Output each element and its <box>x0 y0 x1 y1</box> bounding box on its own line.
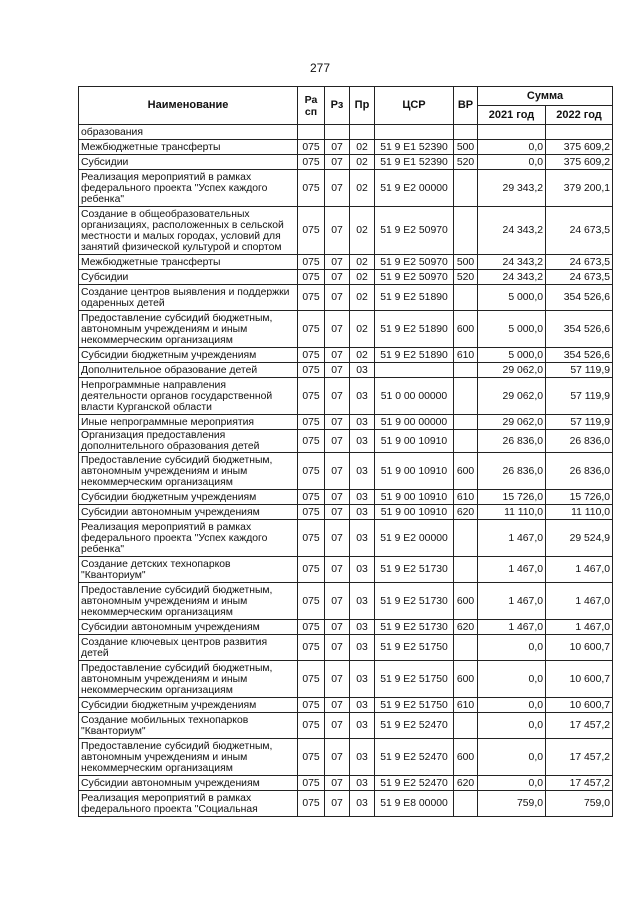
row-name: Дополнительное образование детей <box>79 363 298 378</box>
row-rz: 07 <box>325 363 350 378</box>
row-amount-2022 <box>546 125 613 140</box>
row-pr: 03 <box>350 698 375 713</box>
row-rasp: 075 <box>298 378 325 415</box>
row-amount-2021: 5 000,0 <box>478 348 546 363</box>
row-rz: 07 <box>325 713 350 739</box>
row-amount-2021: 0,0 <box>478 140 546 155</box>
row-amount-2022: 1 467,0 <box>546 583 613 620</box>
row-pr: 03 <box>350 620 375 635</box>
row-vr: 620 <box>454 620 478 635</box>
row-rz: 07 <box>325 155 350 170</box>
row-name: Субсидии <box>79 270 298 285</box>
table-row <box>79 453 613 490</box>
table-row <box>79 635 613 661</box>
row-amount-2021: 0,0 <box>478 739 546 776</box>
row-pr: 02 <box>350 170 375 207</box>
row-amount-2021: 5 000,0 <box>478 285 546 311</box>
row-amount-2022: 57 119,9 <box>546 363 613 378</box>
row-rasp: 075 <box>298 635 325 661</box>
row-amount-2021: 26 836,0 <box>478 453 546 490</box>
row-rz: 07 <box>325 140 350 155</box>
budget-table <box>78 86 613 817</box>
row-vr <box>454 125 478 140</box>
row-amount-2022: 10 600,7 <box>546 635 613 661</box>
row-rasp: 075 <box>298 311 325 348</box>
row-amount-2022: 375 609,2 <box>546 155 613 170</box>
row-amount-2021: 0,0 <box>478 713 546 739</box>
table-row <box>79 490 613 505</box>
row-amount-2022: 1 467,0 <box>546 620 613 635</box>
table-row <box>79 363 613 378</box>
row-pr: 03 <box>350 776 375 791</box>
row-csr: 51 0 00 00000 <box>375 378 454 415</box>
row-vr <box>454 713 478 739</box>
row-amount-2022: 24 673,5 <box>546 255 613 270</box>
row-csr: 51 9 E2 52470 <box>375 776 454 791</box>
row-rz: 07 <box>325 583 350 620</box>
row-amount-2021: 1 467,0 <box>478 620 546 635</box>
row-rz: 07 <box>325 739 350 776</box>
row-amount-2022: 354 526,6 <box>546 285 613 311</box>
row-pr: 03 <box>350 557 375 583</box>
row-amount-2022: 26 836,0 <box>546 453 613 490</box>
table-row <box>79 155 613 170</box>
table-row <box>79 430 613 453</box>
row-amount-2021: 29 062,0 <box>478 378 546 415</box>
row-rasp: 075 <box>298 430 325 453</box>
row-rasp: 075 <box>298 155 325 170</box>
row-name: Реализация мероприятий в рамках федерального проекта "Социальная <box>79 791 298 817</box>
row-csr: 51 9 E1 52390 <box>375 140 454 155</box>
row-amount-2022: 15 726,0 <box>546 490 613 505</box>
row-pr: 02 <box>350 311 375 348</box>
row-pr: 02 <box>350 348 375 363</box>
row-name: Субсидии <box>79 155 298 170</box>
row-csr: 51 9 E2 51730 <box>375 583 454 620</box>
row-csr <box>375 363 454 378</box>
row-csr: 51 9 E2 51890 <box>375 311 454 348</box>
row-rz: 07 <box>325 557 350 583</box>
row-amount-2021: 0,0 <box>478 776 546 791</box>
row-name: Организация предоставления дополнительного образования детей <box>79 430 298 453</box>
row-amount-2022: 26 836,0 <box>546 430 613 453</box>
row-rasp: 075 <box>298 415 325 430</box>
row-name: Предоставление субсидий бюджетным, автономным учреждениям и иным некоммерческим организациям <box>79 311 298 348</box>
row-name: Создание детских технопарков "Кванториум" <box>79 557 298 583</box>
row-name: Предоставление субсидий бюджетным, автономным учреждениям и иным некоммерческим организациям <box>79 453 298 490</box>
row-amount-2022: 1 467,0 <box>546 557 613 583</box>
header-rz: Рз <box>325 87 350 125</box>
row-amount-2022: 17 457,2 <box>546 776 613 791</box>
table-row <box>79 698 613 713</box>
row-pr: 02 <box>350 285 375 311</box>
row-amount-2021: 0,0 <box>478 661 546 698</box>
row-vr: 520 <box>454 270 478 285</box>
row-rz <box>325 125 350 140</box>
row-pr: 02 <box>350 255 375 270</box>
row-pr: 03 <box>350 791 375 817</box>
row-name: Создание в общеобразовательных организациях, расположенных в сельской местности и малых городах, условий для занятий физической культурой и спортом <box>79 207 298 255</box>
table-row <box>79 713 613 739</box>
row-pr: 03 <box>350 635 375 661</box>
row-vr: 600 <box>454 739 478 776</box>
row-vr <box>454 170 478 207</box>
row-pr: 02 <box>350 270 375 285</box>
row-rasp: 075 <box>298 713 325 739</box>
row-vr: 610 <box>454 348 478 363</box>
table-row <box>79 583 613 620</box>
row-rasp: 075 <box>298 140 325 155</box>
header-rasp: Ра сп <box>298 87 325 125</box>
row-vr: 500 <box>454 140 478 155</box>
table-row <box>79 170 613 207</box>
row-amount-2021: 0,0 <box>478 155 546 170</box>
row-name: Субсидии автономным учреждениям <box>79 505 298 520</box>
table-row <box>79 776 613 791</box>
row-rz: 07 <box>325 270 350 285</box>
row-csr: 51 9 E2 00000 <box>375 170 454 207</box>
row-rasp: 075 <box>298 557 325 583</box>
row-csr: 51 9 E2 51890 <box>375 285 454 311</box>
row-amount-2021: 24 343,2 <box>478 255 546 270</box>
row-vr <box>454 557 478 583</box>
row-rz: 07 <box>325 415 350 430</box>
row-rasp: 075 <box>298 505 325 520</box>
header-year-2021: 2021 год <box>478 106 546 125</box>
row-vr <box>454 363 478 378</box>
row-rasp: 075 <box>298 270 325 285</box>
row-csr: 51 9 00 10910 <box>375 490 454 505</box>
row-name: Иные непрограммные мероприятия <box>79 415 298 430</box>
row-rasp: 075 <box>298 776 325 791</box>
row-amount-2021: 24 343,2 <box>478 270 546 285</box>
row-rasp: 075 <box>298 348 325 363</box>
row-name: Непрограммные направления деятельности органов государственной власти Курганской области <box>79 378 298 415</box>
table-row <box>79 255 613 270</box>
row-name: Межбюджетные трансферты <box>79 255 298 270</box>
row-pr: 03 <box>350 661 375 698</box>
row-csr: 51 9 E1 52390 <box>375 155 454 170</box>
row-amount-2021: 29 062,0 <box>478 415 546 430</box>
row-name: Предоставление субсидий бюджетным, автономным учреждениям и иным некоммерческим организациям <box>79 661 298 698</box>
row-vr <box>454 207 478 255</box>
row-name: Межбюджетные трансферты <box>79 140 298 155</box>
row-amount-2021: 5 000,0 <box>478 311 546 348</box>
row-amount-2022: 11 110,0 <box>546 505 613 520</box>
table-row <box>79 520 613 557</box>
row-vr <box>454 430 478 453</box>
row-amount-2022: 375 609,2 <box>546 140 613 155</box>
row-amount-2021: 759,0 <box>478 791 546 817</box>
row-rz: 07 <box>325 520 350 557</box>
row-vr: 600 <box>454 311 478 348</box>
row-vr <box>454 520 478 557</box>
row-amount-2022: 379 200,1 <box>546 170 613 207</box>
row-rz: 07 <box>325 170 350 207</box>
row-pr: 03 <box>350 363 375 378</box>
row-csr: 51 9 00 10910 <box>375 505 454 520</box>
row-amount-2022: 10 600,7 <box>546 698 613 713</box>
row-pr: 02 <box>350 207 375 255</box>
row-rasp: 075 <box>298 520 325 557</box>
table-row <box>79 311 613 348</box>
row-amount-2022: 354 526,6 <box>546 348 613 363</box>
row-name: Реализация мероприятий в рамках федерального проекта "Успех каждого ребенка" <box>79 170 298 207</box>
row-rasp: 075 <box>298 453 325 490</box>
row-csr: 51 9 E2 51890 <box>375 348 454 363</box>
row-pr: 03 <box>350 415 375 430</box>
row-name: Субсидии бюджетным учреждениям <box>79 490 298 505</box>
row-pr: 03 <box>350 520 375 557</box>
row-amount-2021: 1 467,0 <box>478 557 546 583</box>
row-amount-2022: 759,0 <box>546 791 613 817</box>
row-csr: 51 9 E2 52470 <box>375 713 454 739</box>
table-row <box>79 557 613 583</box>
row-pr: 03 <box>350 583 375 620</box>
row-name: Субсидии бюджетным учреждениям <box>79 698 298 713</box>
table-row <box>79 415 613 430</box>
row-vr <box>454 415 478 430</box>
row-name: Создание мобильных технопарков "Кванториум" <box>79 713 298 739</box>
row-pr: 03 <box>350 453 375 490</box>
row-name: Реализация мероприятий в рамках федерального проекта "Успех каждого ребенка" <box>79 520 298 557</box>
row-rz: 07 <box>325 490 350 505</box>
row-rz: 07 <box>325 661 350 698</box>
table-row <box>79 739 613 776</box>
row-name: Субсидии автономным учреждениям <box>79 620 298 635</box>
budget-table-body <box>79 125 613 817</box>
row-amount-2021: 29 343,2 <box>478 170 546 207</box>
row-name: Предоставление субсидий бюджетным, автономным учреждениям и иным некоммерческим организациям <box>79 583 298 620</box>
row-csr: 51 9 E2 00000 <box>375 520 454 557</box>
row-amount-2021: 1 467,0 <box>478 520 546 557</box>
header-vr: ВР <box>454 87 478 125</box>
row-pr: 03 <box>350 430 375 453</box>
row-csr: 51 9 E2 51750 <box>375 698 454 713</box>
header-sum: Сумма <box>478 87 613 106</box>
row-rasp: 075 <box>298 698 325 713</box>
row-rz: 07 <box>325 453 350 490</box>
table-row <box>79 207 613 255</box>
row-pr: 03 <box>350 490 375 505</box>
row-amount-2021: 11 110,0 <box>478 505 546 520</box>
row-amount-2021: 24 343,2 <box>478 207 546 255</box>
row-rasp: 075 <box>298 661 325 698</box>
table-row <box>79 620 613 635</box>
row-rz: 07 <box>325 620 350 635</box>
row-amount-2021: 15 726,0 <box>478 490 546 505</box>
row-pr: 02 <box>350 140 375 155</box>
row-vr: 600 <box>454 453 478 490</box>
header-csr: ЦСР <box>375 87 454 125</box>
row-amount-2022: 29 524,9 <box>546 520 613 557</box>
row-rasp: 075 <box>298 170 325 207</box>
row-name: Предоставление субсидий бюджетным, автономным учреждениям и иным некоммерческим организациям <box>79 739 298 776</box>
table-row <box>79 270 613 285</box>
table-row <box>79 791 613 817</box>
row-csr: 51 9 E2 51750 <box>375 635 454 661</box>
row-rz: 07 <box>325 311 350 348</box>
row-amount-2021: 29 062,0 <box>478 363 546 378</box>
row-rz: 07 <box>325 207 350 255</box>
row-amount-2022: 354 526,6 <box>546 311 613 348</box>
header-pr: Пр <box>350 87 375 125</box>
row-rasp: 075 <box>298 739 325 776</box>
row-csr: 51 9 00 10910 <box>375 453 454 490</box>
row-csr: 51 9 E2 50970 <box>375 207 454 255</box>
row-rasp: 075 <box>298 490 325 505</box>
row-rz: 07 <box>325 698 350 713</box>
row-amount-2022: 57 119,9 <box>546 378 613 415</box>
row-rz: 07 <box>325 378 350 415</box>
row-vr <box>454 378 478 415</box>
row-vr: 610 <box>454 698 478 713</box>
row-rasp: 075 <box>298 363 325 378</box>
row-vr <box>454 791 478 817</box>
row-amount-2022: 17 457,2 <box>546 713 613 739</box>
row-vr: 500 <box>454 255 478 270</box>
row-name: Создание ключевых центров развития детей <box>79 635 298 661</box>
row-rasp: 075 <box>298 207 325 255</box>
row-amount-2022: 10 600,7 <box>546 661 613 698</box>
row-rasp <box>298 125 325 140</box>
row-vr: 520 <box>454 155 478 170</box>
row-csr: 51 9 E2 51730 <box>375 620 454 635</box>
row-amount-2021: 0,0 <box>478 635 546 661</box>
row-pr: 03 <box>350 378 375 415</box>
row-vr: 620 <box>454 505 478 520</box>
table-row <box>79 505 613 520</box>
row-vr: 620 <box>454 776 478 791</box>
row-rasp: 075 <box>298 255 325 270</box>
row-csr: 51 9 00 10910 <box>375 430 454 453</box>
header-name: Наименование <box>79 87 298 125</box>
row-amount-2021: 26 836,0 <box>478 430 546 453</box>
row-csr: 51 9 E2 52470 <box>375 739 454 776</box>
row-pr: 02 <box>350 155 375 170</box>
row-name: Субсидии бюджетным учреждениям <box>79 348 298 363</box>
row-pr: 03 <box>350 505 375 520</box>
row-rz: 07 <box>325 348 350 363</box>
header-year-2022: 2022 год <box>546 106 613 125</box>
table-row <box>79 125 613 140</box>
table-row <box>79 348 613 363</box>
row-rz: 07 <box>325 285 350 311</box>
row-rz: 07 <box>325 430 350 453</box>
row-rz: 07 <box>325 791 350 817</box>
row-rasp: 075 <box>298 791 325 817</box>
row-csr: 51 9 00 00000 <box>375 415 454 430</box>
row-vr <box>454 635 478 661</box>
row-vr: 600 <box>454 583 478 620</box>
row-csr: 51 9 E2 50970 <box>375 270 454 285</box>
row-csr <box>375 125 454 140</box>
row-rasp: 075 <box>298 620 325 635</box>
row-pr <box>350 125 375 140</box>
row-amount-2022: 17 457,2 <box>546 739 613 776</box>
row-amount-2022: 24 673,5 <box>546 270 613 285</box>
row-rz: 07 <box>325 255 350 270</box>
row-csr: 51 9 E2 50970 <box>375 255 454 270</box>
row-vr: 600 <box>454 661 478 698</box>
row-rz: 07 <box>325 635 350 661</box>
row-amount-2021: 1 467,0 <box>478 583 546 620</box>
row-pr: 03 <box>350 713 375 739</box>
row-amount-2021 <box>478 125 546 140</box>
row-rasp: 075 <box>298 285 325 311</box>
table-row <box>79 285 613 311</box>
row-vr <box>454 285 478 311</box>
row-amount-2022: 24 673,5 <box>546 207 613 255</box>
row-csr: 51 9 E2 51730 <box>375 557 454 583</box>
page-number: 277 <box>309 61 331 75</box>
row-rz: 07 <box>325 776 350 791</box>
row-pr: 03 <box>350 739 375 776</box>
table-row <box>79 661 613 698</box>
row-name: Создание центров выявления и поддержки одаренных детей <box>79 285 298 311</box>
row-vr: 610 <box>454 490 478 505</box>
row-csr: 51 9 E8 00000 <box>375 791 454 817</box>
table-row <box>79 140 613 155</box>
row-name: Субсидии автономным учреждениям <box>79 776 298 791</box>
row-name: образования <box>79 125 298 140</box>
row-amount-2022: 57 119,9 <box>546 415 613 430</box>
row-rasp: 075 <box>298 583 325 620</box>
row-amount-2021: 0,0 <box>478 698 546 713</box>
row-csr: 51 9 E2 51750 <box>375 661 454 698</box>
row-rz: 07 <box>325 505 350 520</box>
table-row <box>79 378 613 415</box>
